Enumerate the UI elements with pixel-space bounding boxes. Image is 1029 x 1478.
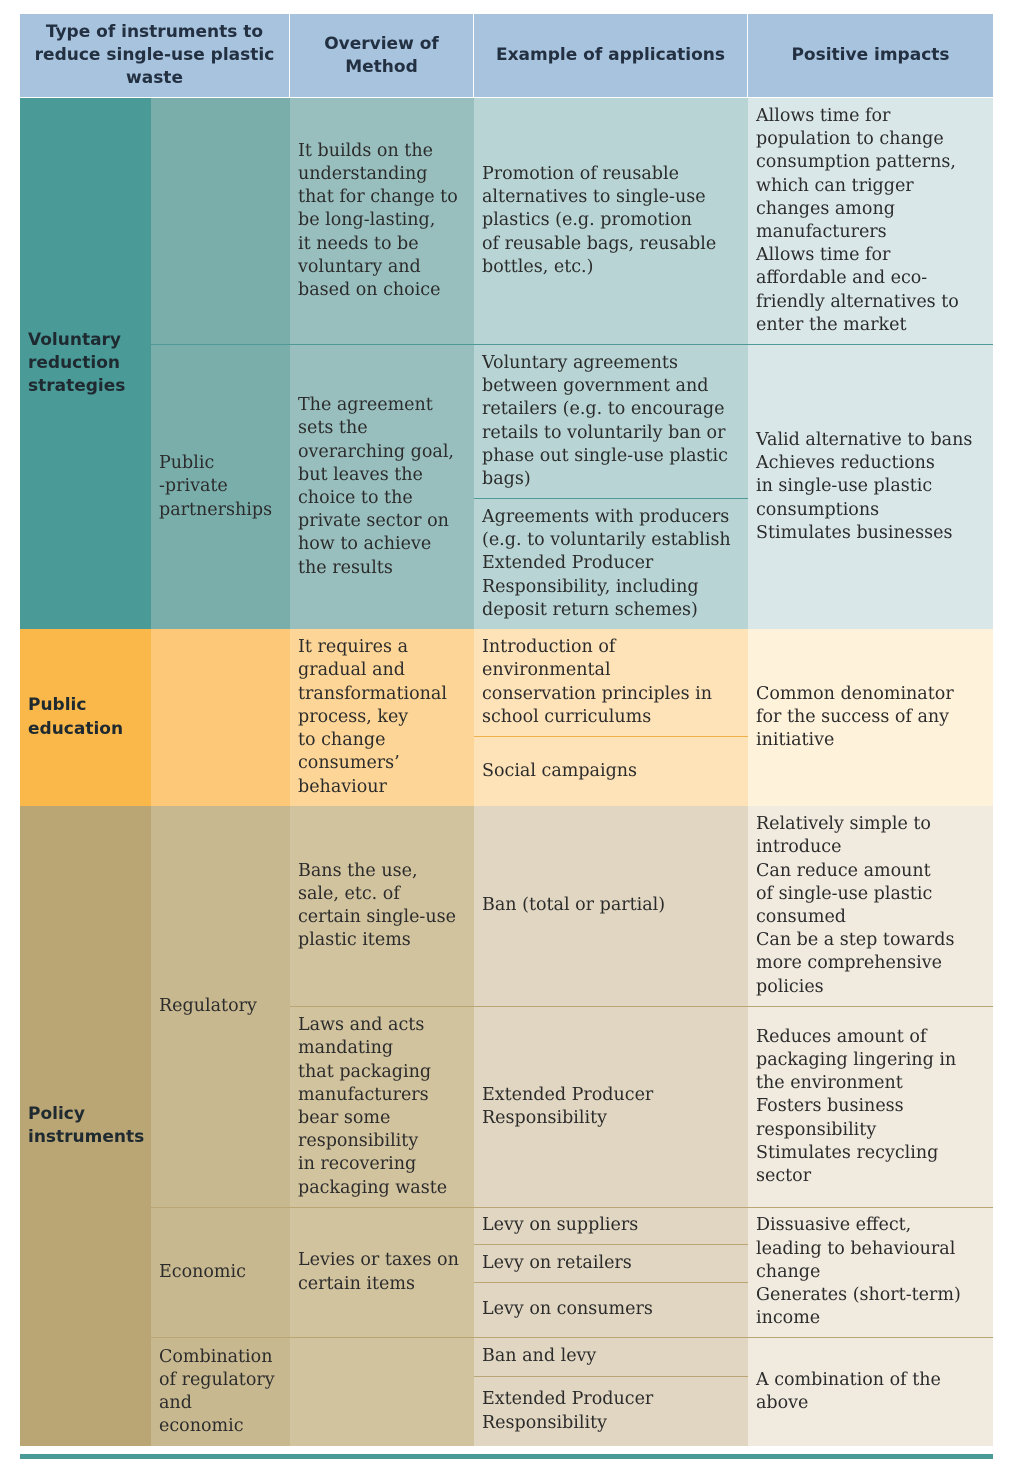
regulatory-label-text: Regulatory bbox=[159, 995, 257, 1016]
voluntary-ppp-example-1-text: Voluntary agreements between government and retailers (e.g. to encourage retails to voluntarily ban or phase out single-use plastic bags) bbox=[482, 352, 728, 489]
policy-economic-subcategory bbox=[151, 1208, 290, 1337]
voluntary-ppp-example-producers bbox=[474, 499, 748, 629]
instruments-table bbox=[20, 14, 993, 1446]
policy-combination-impact bbox=[748, 1338, 993, 1446]
voluntary-ppp-label-text: Public -private partnerships bbox=[159, 453, 273, 520]
voluntary-general-subcategory bbox=[151, 98, 290, 344]
policy-epr-overview bbox=[290, 1007, 474, 1207]
economic-label-text: Economic bbox=[159, 1261, 246, 1282]
header-overview-text: Overview of Method bbox=[324, 33, 439, 77]
levy-retailers-text: Levy on retailers bbox=[482, 1252, 632, 1273]
epr-impact-text: Reduces amount of packaging lingering in the environment Fosters business responsibility Stimulates recycling sector bbox=[756, 1026, 957, 1186]
header-impacts bbox=[748, 14, 993, 97]
education-overview bbox=[290, 629, 474, 806]
economic-impact-text: Dissuasive effect, leading to behavioural change Generates (short-term) income bbox=[756, 1215, 961, 1329]
combination-example-1-text: Ban and levy bbox=[482, 1346, 597, 1367]
policy-levy-retailers bbox=[474, 1245, 748, 1282]
policy-economic-impact bbox=[748, 1208, 993, 1337]
policy-levy-suppliers bbox=[474, 1208, 748, 1244]
combination-impact-text: A combination of the above bbox=[756, 1369, 941, 1413]
header-overview bbox=[290, 14, 473, 97]
policy-epr-impact bbox=[748, 1007, 993, 1207]
voluntary-label-text: Voluntary reduction strategies bbox=[28, 329, 126, 397]
education-impact bbox=[748, 629, 993, 806]
voluntary-ppp-overview-text: The agreement sets the overarching goal, but leaves the choice to the private sector on how to achieve the results bbox=[298, 395, 454, 578]
policy-ban-example bbox=[474, 806, 748, 1006]
economic-overview-text: Levies or taxes on certain items bbox=[298, 1250, 459, 1294]
policy-label-text: Policy instruments bbox=[28, 1103, 145, 1147]
header-impacts-text: Positive impacts bbox=[791, 45, 950, 65]
policy-ban-overview bbox=[290, 806, 474, 1006]
voluntary-ppp-subcategory bbox=[151, 345, 290, 629]
levy-suppliers-text: Levy on suppliers bbox=[482, 1215, 639, 1236]
voluntary-ppp-overview bbox=[290, 345, 474, 629]
ban-example-text: Ban (total or partial) bbox=[482, 895, 666, 916]
group-voluntary-label bbox=[20, 98, 151, 629]
voluntary-ppp-impact bbox=[748, 345, 993, 629]
levy-consumers-text: Levy on consumers bbox=[482, 1299, 653, 1320]
header-type-text: Type of instruments to reduce single-use plastic waste bbox=[34, 22, 275, 88]
education-example-campaigns bbox=[474, 737, 748, 806]
voluntary-ppp-impact-text: Valid alternative to bans Achieves reductions in single-use plastic consumptions Stimulates businesses bbox=[756, 429, 973, 543]
education-subcategory bbox=[151, 629, 290, 806]
education-label-text: Public education bbox=[28, 695, 124, 739]
voluntary-ppp-example-2-text: Agreements with producers (e.g. to voluntarily establish Extended Producer Responsibility, including deposit return schemes) bbox=[482, 506, 731, 620]
header-examples bbox=[474, 14, 747, 97]
voluntary-general-overview-text: It builds on the understanding that for change to be long-lasting, it needs to be voluntary and based on choice bbox=[298, 140, 458, 300]
education-impact-text: Common denominator for the success of any initiative bbox=[756, 683, 954, 751]
education-example-2-text: Social campaigns bbox=[482, 760, 638, 781]
policy-epr-example bbox=[474, 1007, 748, 1207]
education-example-1-text: Introduction of environmental conservation principles in school curriculums bbox=[482, 637, 713, 727]
voluntary-general-overview bbox=[290, 98, 474, 344]
policy-regulatory-subcategory bbox=[151, 806, 290, 1207]
group-policy-label bbox=[20, 806, 151, 1446]
policy-combination-epr bbox=[474, 1377, 748, 1446]
voluntary-general-impact-text: Allows time for population to change consumption patterns, which can trigger changes among manufacturers Allows time for affordable and eco- friendly alternatives to enter the market bbox=[756, 105, 959, 335]
education-example-curriculum bbox=[474, 629, 748, 736]
group-education-label bbox=[20, 629, 151, 806]
voluntary-general-impact bbox=[748, 98, 993, 344]
epr-overview-text: Laws and acts mandating that packaging manufacturers bear some responsibility in recovering packaging waste bbox=[298, 1015, 448, 1198]
policy-levy-consumers bbox=[474, 1283, 748, 1337]
header-examples-text: Example of applications bbox=[495, 45, 726, 65]
education-overview-text: It requires a gradual and transformational process, key to change consumers’ behaviour bbox=[298, 637, 447, 797]
policy-economic-overview bbox=[290, 1208, 474, 1337]
combination-example-2-text: Extended Producer Responsibility bbox=[482, 1389, 654, 1433]
combination-label-text: Combination of regulatory and economic bbox=[159, 1346, 275, 1437]
epr-example-text: Extended Producer Responsibility bbox=[482, 1084, 654, 1128]
ban-overview-text: Bans the use, sale, etc. of certain single-use plastic items bbox=[298, 860, 456, 951]
voluntary-ppp-example-retailers bbox=[474, 345, 748, 498]
policy-combination-ban-levy bbox=[474, 1338, 748, 1376]
bottom-rule bbox=[20, 1454, 993, 1459]
voluntary-general-example-text: Promotion of reusable alternatives to single-use plastics (e.g. promotion of reusable bags, reusable bottles, etc.) bbox=[482, 163, 717, 277]
policy-combination-overview bbox=[290, 1338, 474, 1446]
voluntary-general-example bbox=[474, 98, 748, 344]
header-type bbox=[20, 14, 289, 97]
ban-impact-text: Relatively simple to introduce Can reduce amount of single-use plastic consumed Can be a step towards more comprehensive policies bbox=[756, 814, 955, 997]
policy-ban-impact bbox=[748, 806, 993, 1006]
policy-combination-subcategory bbox=[151, 1338, 290, 1446]
